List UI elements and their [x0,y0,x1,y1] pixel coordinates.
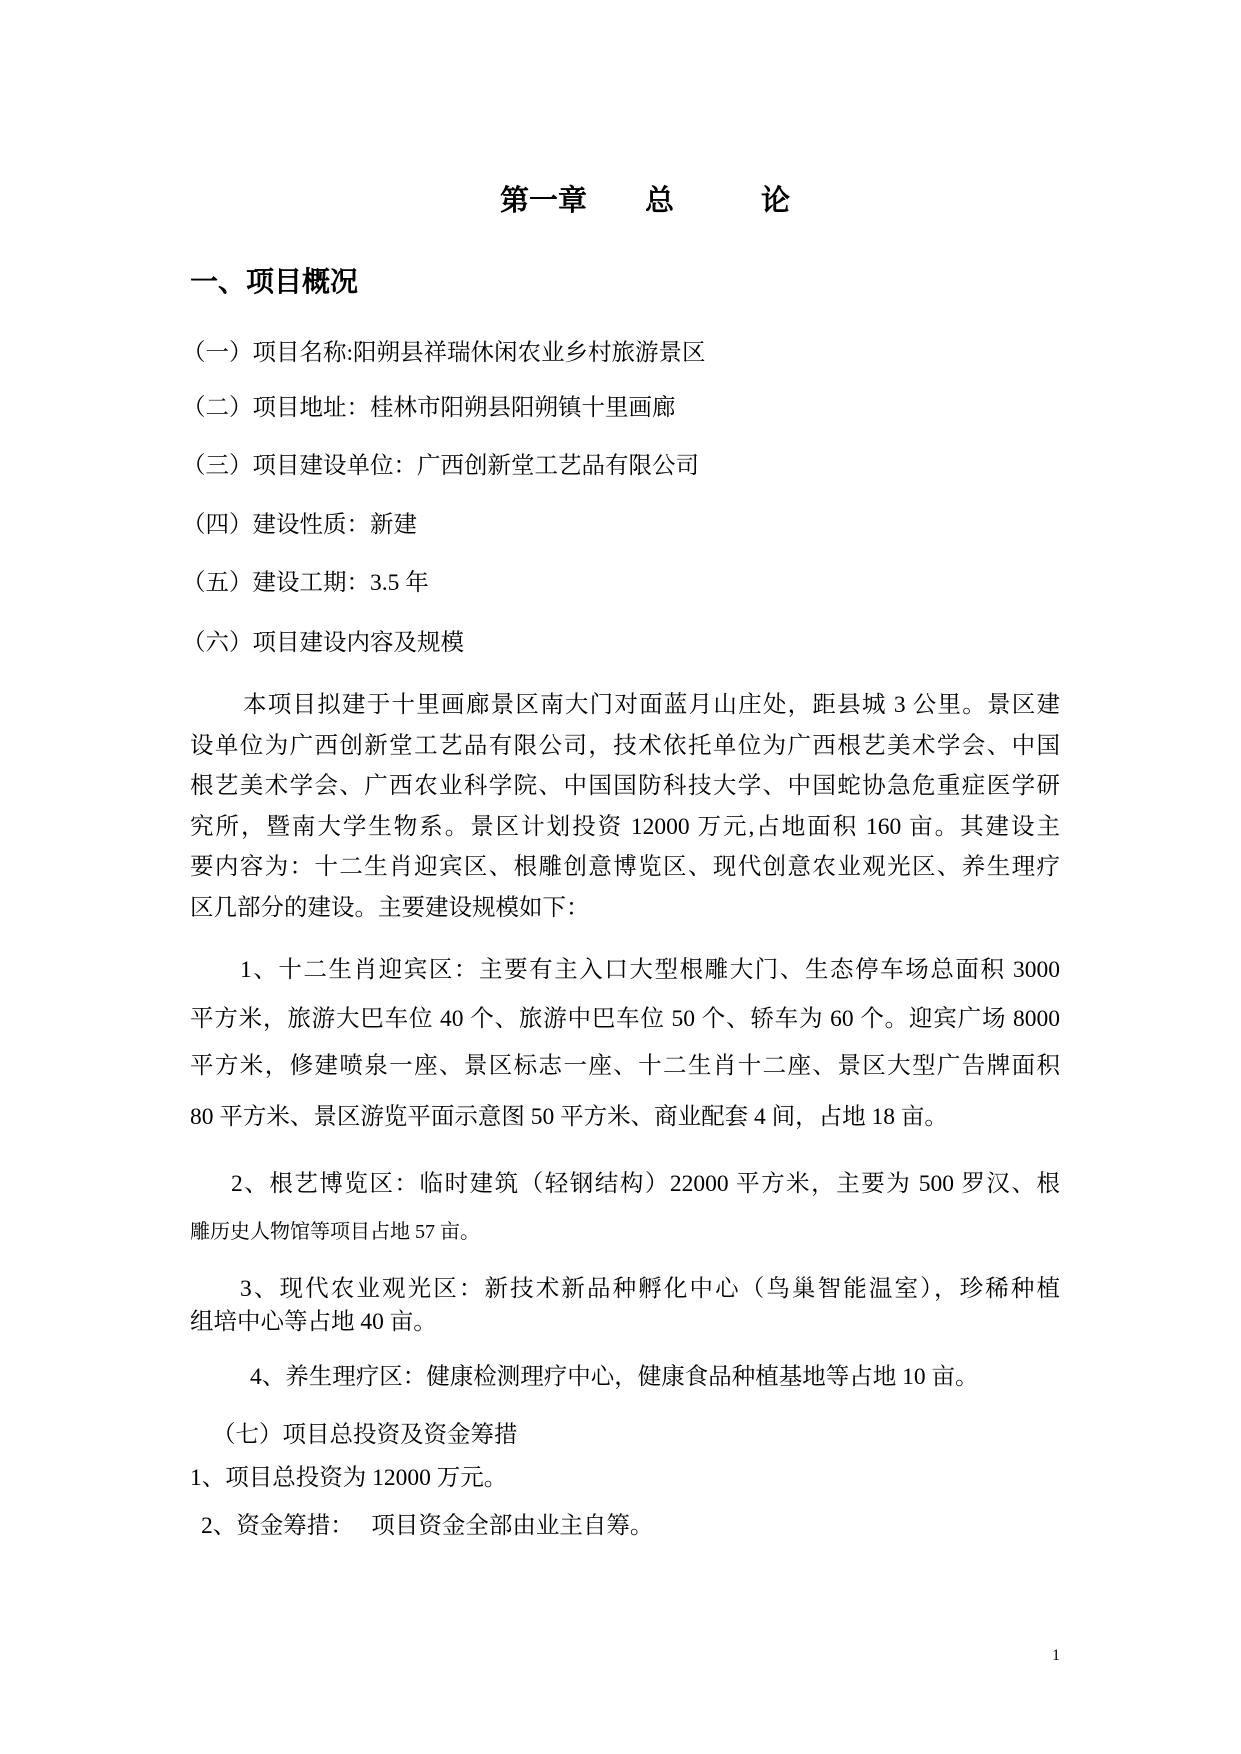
scale-item-line: 平方米，旅游大巴车位 40 个、旅游中巴车位 50 个、轿车为 60 个。迎宾广场 8000 [190,1006,1060,1032]
scale-item-line: 雕历史人物馆等项目占地 57 亩。 [190,1221,480,1243]
project-info-item: （三）项目建设单位：广西创新堂工艺品有限公司 [182,453,699,479]
project-info-item: （六）项目建设内容及规模 [182,630,464,656]
page-number: 1 [1052,1647,1060,1664]
scale-item-line: 4、养生理疗区：健康检测理疗中心，健康食品种植基地等占地 10 亩。 [250,1364,979,1390]
description-line: 要内容为：十二生肖迎宾区、根雕创意博览区、现代创意农业观光区、养生理疗 [190,854,1060,880]
investment-item: 2、资金筹措： 项目资金全部由业主自筹。 [201,1513,654,1539]
description-line: 本项目拟建于十里画廊景区南大门对面蓝月山庄处，距县城 3 公里。景区建 [243,692,1060,718]
scale-item-line: 平方米，修建喷泉一座、景区标志一座、十二生肖十二座、景区大型广告牌面积 [190,1053,1060,1079]
description-line: 根艺美术学会、广西农业科学院、中国国防科技大学、中国蛇协急危重症医学研 [190,773,1060,799]
scale-item-line: 2、根艺博览区：临时建筑（轻钢结构）22000 平方米，主要为 500 罗汉、根 [231,1171,1060,1197]
investment-heading: （七）项目总投资及资金筹措 [212,1422,518,1448]
scale-item-line: 1、十二生肖迎宾区：主要有主入口大型根雕大门、生态停车场总面积 3000 [240,957,1060,983]
chapter-title: 第一章 总 论 [500,185,791,217]
project-info-item: （四）建设性质：新建 [182,512,417,538]
project-info-item: （五）建设工期：3.5 年 [182,570,429,596]
scale-item-line: 3、现代农业观光区：新技术新品种孵化中心（鸟巢智能温室），珍稀种植 [240,1276,1060,1302]
project-info-item: （二）项目地址：桂林市阳朔县阳朔镇十里画廊 [182,395,676,421]
description-line: 设单位为广西创新堂工艺品有限公司，技术依托单位为广西根艺美术学会、中国 [190,733,1060,759]
scale-item-line: 组培中心等占地 40 亩。 [190,1309,437,1335]
scale-item-line: 80 平方米、景区游览平面示意图 50 平方米、商业配套 4 间，占地 18 亩。 [190,1104,948,1130]
description-line: 区几部分的建设。主要建设规模如下： [190,895,590,921]
description-line: 究所，暨南大学生物系。景区计划投资 12000 万元,占地面积 160 亩。其建设主 [190,814,1060,840]
section-heading: 一、项目概况 [190,265,359,298]
investment-item: 1、项目总投资为 12000 万元。 [190,1465,508,1491]
project-info-item: （一）项目名称:阳朔县祥瑞休闲农业乡村旅游景区 [182,340,706,366]
